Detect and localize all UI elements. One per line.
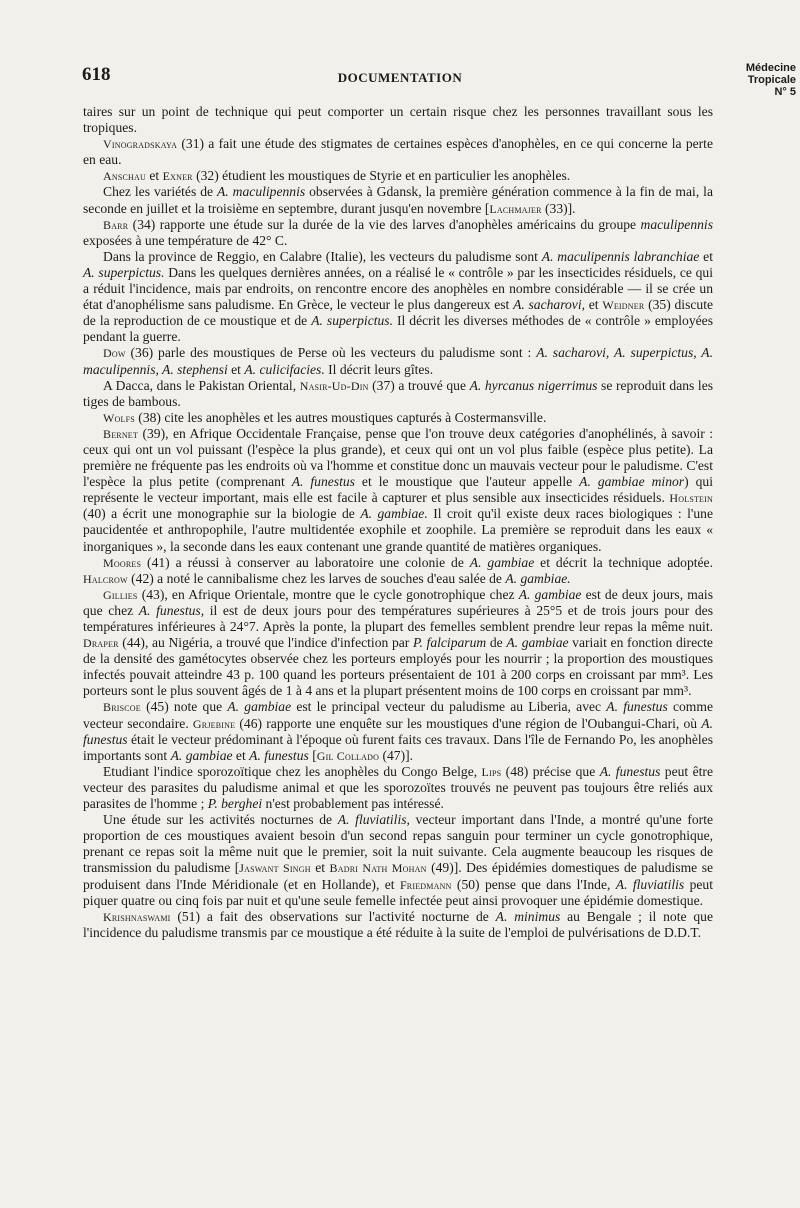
species-name: A. funestus (249, 747, 309, 763)
text-run: Il croit qu'il existe deux races biologiques : l'une paucidentée et anthropophile, l'autre multidentée exophile et zoophile. La première se reproduit dans les eaux « inorganiques », la seconde dans les eaux contenant une grande quantité de matières organiques. (83, 506, 713, 554)
text-run: (31) a fait une étude des stigmates de certaines espèces d'anophèles, en ce qui concerne la perte en eau. (83, 136, 713, 168)
text-run: n'est probablement pas intéressé. (262, 796, 444, 812)
body-text (83, 104, 713, 941)
text-run: A Dacca, dans le Pakistan Oriental, (103, 377, 300, 393)
journal-label (716, 62, 796, 98)
text-run: exposées à une température de 42° C. (83, 232, 288, 248)
species-name: A. superpictus. (83, 264, 165, 280)
text-run: (37) a trouvé que (368, 377, 470, 393)
paragraph (83, 410, 713, 426)
text-run: (35) discute de la reproduction de ce moustique et de (83, 297, 714, 329)
author-name: Krishnaswami (103, 909, 171, 924)
text-run: et le moustique que l'auteur appelle (354, 474, 580, 490)
text-run: (46) rapporte une enquête sur les moustiques d'une région de l'Oubangui-Chari, où (235, 715, 702, 731)
species-name: A. hyrcanus nigerrimus (469, 377, 598, 393)
text-run: (33)]. (541, 200, 576, 216)
text-run: et (699, 248, 713, 264)
author-name: Briscoe (103, 700, 141, 715)
text-run: (40) a écrit une monographie sur la biologie de (83, 506, 361, 522)
author-name: Nasir-Ud-Din (299, 378, 369, 393)
author-name: Gillies (103, 587, 138, 602)
species-name: A. funestus (599, 763, 661, 779)
text-run: et (227, 361, 245, 377)
author-name: Draper (83, 636, 119, 651)
text-run: ) qui représente le vecteur important, mais elle est facile à capturer et plus sensible aux insecticides résiduels. (83, 474, 713, 506)
text-run: (47)]. (379, 747, 414, 763)
text-run: Dans les quelques dernières années, on a réalisé le « contrôle » par les insecticides résiduels, ce qui a réduit l'incidence, mais par endroits, on rencontre encore des anophèles en nombre considérable — il se crée un état d'anophélisme sans paludisme. En Grèce, le vecteur le plus dangereux est (83, 264, 713, 313)
paragraph (83, 217, 713, 249)
text-run: (42) a noté le cannibalisme chez les larves de souches d'eau salée de (127, 570, 506, 586)
species-name: A. funestus (291, 474, 355, 490)
paragraph (83, 184, 713, 216)
species-name: A. gambiae (518, 586, 582, 602)
species-name: A. minimus (495, 908, 561, 924)
species-name: A. funestus (83, 715, 713, 747)
author-name: Moores (103, 555, 142, 570)
text-run: (43), en Afrique Orientale, montre que le cycle gonotrophique chez (137, 586, 519, 602)
species-name: A. gambiae. (360, 506, 428, 522)
species-name: A. maculipennis labranchiae (541, 248, 700, 264)
species-name: P. falciparum (412, 635, 487, 651)
author-name: Barr (103, 217, 129, 232)
species-name: A. funestus (606, 699, 668, 715)
text-run: observées à Gdansk, la première génération commence à la fin de mai, la seconde en juillet et la troisième en septembre, durant jusqu'en novembre [ (83, 184, 713, 216)
text-run: (41) a réussi à conserver au laboratoire une colonie de (141, 554, 470, 570)
paragraph (83, 812, 713, 909)
text-run: (32) étudient les moustiques de Styrie et en particulier les anophèles. (192, 168, 571, 184)
text-run: [ (308, 747, 317, 763)
text-run: et (145, 168, 163, 184)
text-run: taires sur un point de technique qui peut comporter un certain risque chez les personnes travaillant sous les tropiques. (83, 104, 713, 136)
paragraph (83, 249, 713, 346)
text-run: de (486, 635, 507, 651)
text-run: Dans la province de Reggio, en Calabre (Italie), les vecteurs du paludisme sont (103, 248, 542, 264)
text-run: (38) cite les anophèles et les autres moustiques capturés à Costermansville. (134, 409, 547, 425)
text-run: (49)]. Des épidémies domestiques de paludisme se produisent dans l'Inde Méridionale (et en Hollande), et (83, 860, 714, 892)
text-run: et (232, 747, 250, 763)
journal-line: Médecine (745, 62, 796, 74)
species-name: A. sacharovi, (513, 297, 586, 313)
species-name: A. gambiae (227, 699, 292, 715)
author-name: Holstein (669, 491, 713, 506)
species-name: A. gambiae minor (579, 474, 685, 490)
text-run: (36) parle des moustiques de Perse où les vecteurs du paludisme sont : (125, 345, 537, 361)
species-name: A. gambiae. (505, 570, 571, 586)
text-run: Une étude sur les activités nocturnes de (103, 812, 338, 828)
paragraph (83, 104, 713, 136)
text-run: (50) pense que dans l'Inde, (451, 876, 616, 892)
text-run: Etudiant l'indice sporozoïtique chez les anophèles du Congo Belge, (103, 763, 482, 779)
text-run: vecteur important dans l'Inde, a montré qu'une forte proportion de ces moustiques avaient besoin d'un second repas sanguin pour terminer un cycle gonotrophique, prenant ce repas soit la même nuit que le premier, soit la nuit suivante. Cela augmente beaucoup les risques de transmission du paludisme [ (83, 812, 714, 876)
paragraph (83, 378, 713, 410)
paragraph (83, 909, 713, 941)
text-run: (45) note que (140, 699, 228, 715)
author-name: Weidner (602, 298, 645, 313)
author-name: Wolfs (103, 410, 135, 425)
paragraph (83, 168, 713, 184)
text-run: (44), au Nigéria, a trouvé que l'indice d'infection par (118, 635, 413, 651)
text-run: (48) précise que (501, 763, 600, 779)
text-run: Chez les variétés de (103, 184, 217, 200)
paragraph (83, 587, 713, 700)
text-run: (51) a fait des observations sur l'activité nocturne de (170, 908, 496, 924)
text-run: (34) rapporte une étude sur la durée de la vie des larves d'anophèles américains du groupe (128, 216, 641, 232)
paragraph (83, 426, 713, 555)
species-name: A. culicifacies. (244, 361, 325, 377)
author-name: Dow (103, 346, 126, 361)
species-name: A. fluviatilis, (337, 812, 410, 828)
text-run: il est de deux jours pour des températures supérieures à 25°5 et de trois jours pour des températures inférieures à 24°7. Après la ponte, la plupart des femelles semblent prendre leur repas la même nuit. (83, 602, 713, 634)
text-run: au Bengale ; il note que l'incidence du paludisme transmis par ce moustique a été réduite à la suite de l'emploi de pulvérisations de D.D.T. (83, 908, 713, 940)
text-run: et (310, 860, 330, 876)
text-run: est le principal vecteur du paludisme au Liberia, avec (291, 699, 607, 715)
text-run: comme vecteur secondaire. (83, 699, 713, 731)
journal-line: Tropicale (747, 74, 796, 86)
author-name: Grjebine (192, 716, 236, 731)
paragraph (83, 764, 713, 812)
species-name: A. sacharovi, A. superpictus, A. maculipennis, A. stephensi (83, 345, 713, 377)
author-name: Anschau (103, 169, 146, 184)
text-run: et (585, 297, 603, 313)
text-run: est de deux jours, mais que chez (83, 586, 713, 618)
species-name: A. funestus, (138, 602, 205, 618)
running-title: DOCUMENTATION (337, 70, 463, 85)
author-name: Exner (162, 169, 193, 184)
text-run: (39), en Afrique Occidentale Française, pense que l'on trouve deux catégories d'anophélinés, à savoir : ceux qui ont un vol puissant (l'espèce la plus grande), et ceux qui ont un vol plus faible (espèce plus petite). La première ne fréquente pas les endroits où va l'homme et constitue donc un mauvais vecteur pour le paludisme. C'est l'espèce la plus petite (comprenant (83, 425, 713, 490)
text-run: Il décrit les diverses méthodes de « contrôle » employées pendant la guerre. (83, 313, 713, 345)
author-name: Friedmann (399, 877, 452, 892)
text-run: peut piquer quatre ou cinq fois par nuit et qu'une seule femelle infectée peut ainsi provoquer une épidémie domestique. (83, 876, 714, 908)
author-name: Badri Nath Mohan (329, 861, 427, 876)
text-run: peut être vecteur des parasites du paludisme animal et que les sporozoïtes trouvés ne peuvent pas toujours être reliés aux parasites de l'homme ; (83, 763, 713, 812)
species-name: maculipennis (640, 216, 713, 232)
species-name: P. berghei (207, 796, 263, 812)
author-name: Gil Collado (316, 748, 380, 763)
text-run: et décrit la technique adoptée. (534, 554, 713, 570)
text-run: variait en fonction directe de la densité des gamétocytes observée chez les porteurs employés pour les nourrir ; la proportion des moustiques infectés pouvait atteindre 43 p. 100 quand les porteurs présentaient de 101 à 200 corps en croissant par mm³. Les porteurs sont le plus souvent âgés de 1 à 4 ans et la plupart présentent moins de 100 corps en croissant par mm³. (83, 635, 713, 699)
text-run: Il décrit leurs gîtes. (324, 361, 434, 377)
species-name: A. gambiae (170, 747, 233, 763)
journal-issue: N° 5 (774, 86, 796, 98)
author-name: Lachmajer (489, 201, 542, 216)
species-name: A. gambiae (469, 554, 535, 570)
species-name: A. gambiae (506, 635, 569, 651)
author-name: Vinogradskaya (103, 137, 178, 152)
species-name: A. maculipennis (217, 184, 306, 200)
paragraph (83, 345, 713, 377)
author-name: Bernet (103, 426, 138, 441)
species-name: A. fluviatilis (615, 876, 685, 892)
paragraph (83, 555, 713, 587)
author-name: Jaswant Singh (239, 861, 311, 876)
page-number: 618 (82, 64, 111, 85)
text-run: se reproduit dans les tiges de bambous. (83, 377, 714, 409)
text-run: était le vecteur prédominant à l'époque où furent faits ces travaux. Dans l'île de Fernando Po, les anophèles importants sont (83, 731, 713, 763)
author-name: Lips (481, 764, 502, 779)
paragraph (83, 699, 713, 763)
author-name: Halcrow (83, 571, 128, 586)
paragraph (83, 136, 713, 168)
species-name: A. superpictus. (311, 313, 393, 329)
